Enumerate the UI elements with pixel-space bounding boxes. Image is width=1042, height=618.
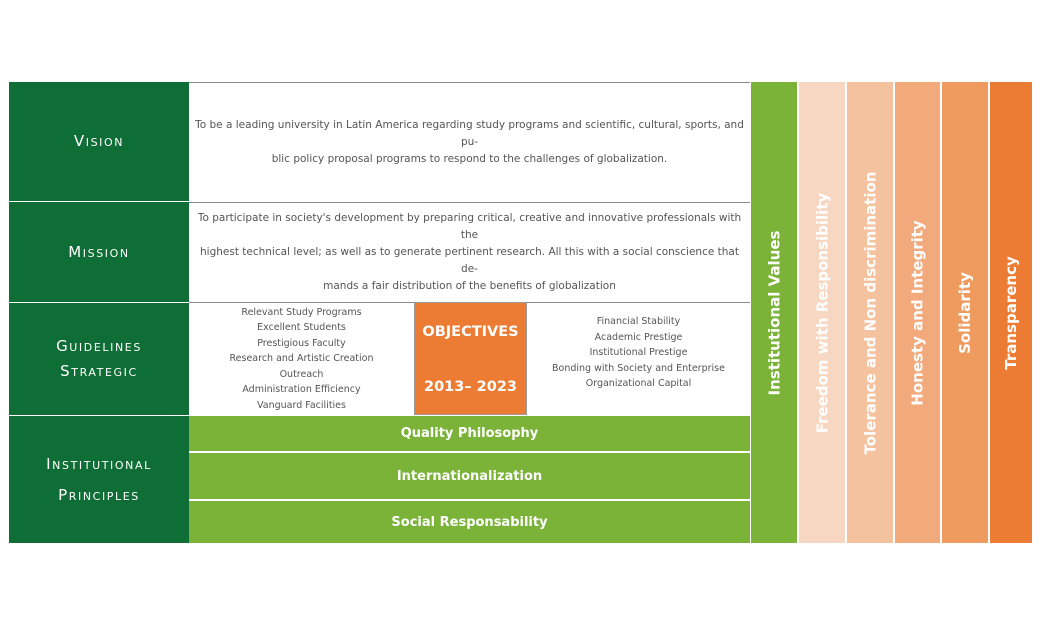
vision-label-text: Vision: [73, 132, 125, 150]
value-column-transparency: [990, 82, 1032, 543]
value-label: Solidarity: [956, 271, 974, 354]
principle-label: Social Responsability: [391, 514, 548, 530]
principle-internationalization: [189, 453, 750, 499]
guideline-item: Institutional Prestige: [589, 347, 688, 359]
guidelines-right-list: [527, 303, 750, 403]
value-column-freedom: [799, 82, 845, 543]
objectives-box: [414, 302, 527, 415]
objectives-period: 2013– 2023: [423, 379, 517, 395]
value-column-honesty: [895, 82, 940, 543]
guidelines-label-line-2: Strategic: [60, 362, 138, 380]
guideline-item: Administration Efficiency: [242, 384, 361, 396]
principle-label: Quality Philosophy: [400, 426, 539, 441]
guideline-item: Excellent Students: [257, 322, 346, 334]
principles-label-line-1: Institutional: [46, 454, 152, 473]
principles-label: [9, 416, 189, 543]
guideline-item: Research and Artistic Creation: [229, 353, 374, 365]
mission-label-text: Mission: [68, 242, 130, 261]
principle-quality-philosophy: [189, 416, 750, 451]
value-column-tolerance: [847, 82, 893, 543]
value-label: Freedom with Responsibility: [813, 192, 831, 433]
principle-label: Internationalization: [396, 468, 543, 484]
mission-text-line: highest technical level; as well as to generate pertinent research. All this with a social conscience that de-: [200, 246, 739, 275]
guideline-item: Bonding with Society and Enterprise: [552, 362, 725, 374]
value-label: Honesty and Integrity: [908, 219, 927, 406]
principle-social-responsability: [189, 501, 750, 543]
principles-label-line-2: Principles: [58, 485, 140, 504]
values-header-text: Institutional Values: [765, 230, 783, 395]
mission-text-line: mands a fair distribution of the benefits of globalization: [323, 280, 616, 292]
guidelines-label: [9, 303, 189, 415]
guideline-item: Organizational Capital: [585, 378, 692, 390]
guideline-item: Financial Stability: [596, 316, 681, 328]
guideline-item: Relevant Study Programs: [241, 306, 362, 318]
values-header-column: [751, 82, 797, 543]
vision-text: [189, 82, 750, 202]
guidelines-label-line-1: Guidelines: [56, 337, 142, 355]
vision-text-line: To be a leading university in Latin America regarding study programs and scientific, cultural, sports, and pu-: [195, 119, 744, 148]
mission-label: [9, 202, 189, 302]
mission-text-line: To participate in society's development by preparing critical, creative and innovative professionals with the: [197, 212, 742, 241]
mission-text: [189, 202, 750, 302]
guideline-item: Prestigious Faculty: [257, 337, 346, 349]
guideline-item: Outreach: [279, 368, 324, 380]
value-label: Transparency: [1002, 255, 1020, 370]
value-label: Tolerance and Non discrimination: [861, 171, 880, 454]
guidelines-left-list: [189, 303, 414, 415]
vision-text-line: blic policy proposal programs to respond to the challenges of globalization.: [271, 153, 668, 165]
vision-label: [9, 82, 189, 201]
guideline-item: Academic Prestige: [594, 331, 683, 343]
value-column-solidarity: [942, 82, 988, 543]
objectives-title: OBJECTIVES: [422, 324, 519, 340]
guideline-item: Vanguard Facilities: [257, 399, 346, 411]
